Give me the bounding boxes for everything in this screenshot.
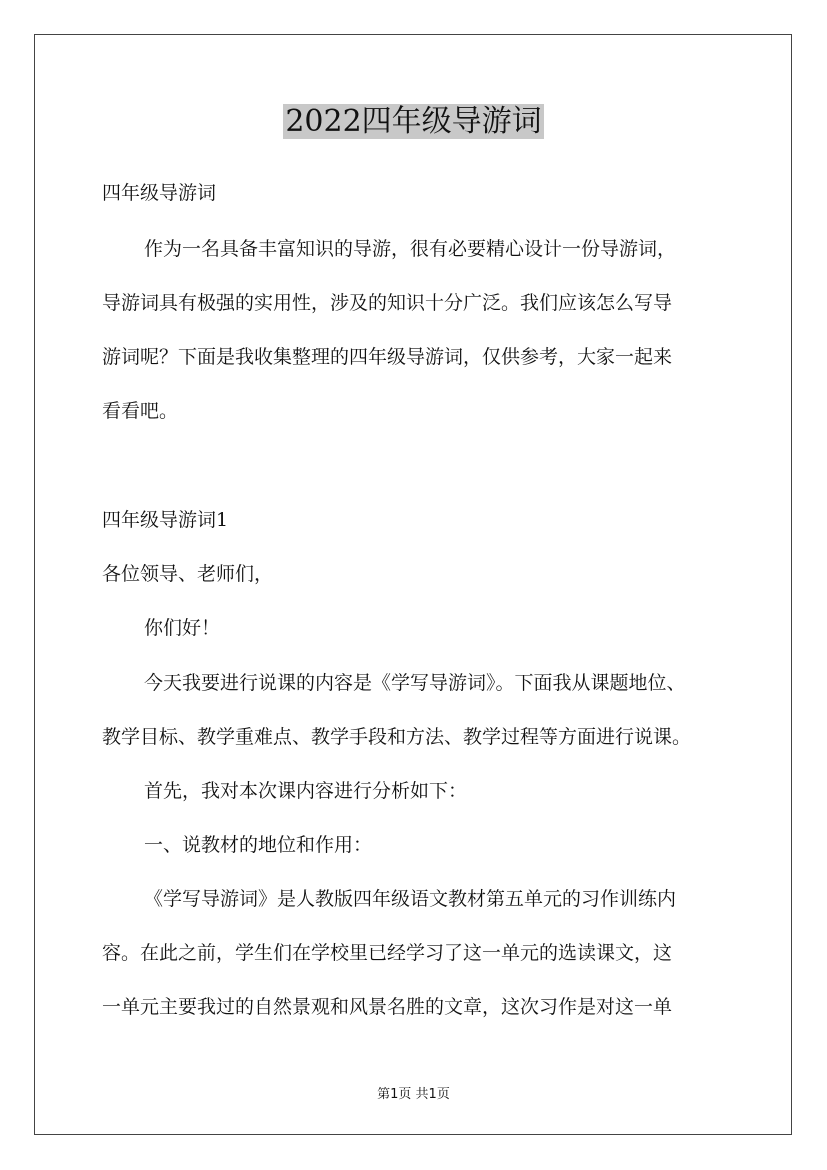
paragraph-line: 看看吧。 bbox=[102, 400, 179, 422]
paragraph-line: 一、说教材的地位和作用： bbox=[144, 834, 373, 856]
paragraph-line: 容。在此之前，学生们在学校里已经学习了这一单元的选读课文，这 bbox=[102, 942, 673, 964]
paragraph-line: 今天我要进行说课的内容是《学写导游词》。下面我从课题地位、 bbox=[144, 672, 686, 694]
paragraph-line: 一单元主要我过的自然景观和风景名胜的文章，这次习作是对这一单 bbox=[102, 996, 673, 1018]
section-heading: 四年级导游词 bbox=[102, 182, 217, 204]
paragraph-line: 作为一名具备丰富知识的导游，很有必要精心设计一份导游词， bbox=[144, 238, 677, 260]
paragraph-line: 游词呢？下面是我收集整理的四年级导游词，仅供参考，大家一起来 bbox=[102, 346, 673, 368]
section-heading: 四年级导游词1 bbox=[102, 509, 229, 531]
document-title bbox=[0, 100, 827, 144]
document-title-text: 2022四年级导游词 bbox=[285, 104, 542, 139]
paragraph-line: 导游词具有极强的实用性，涉及的知识十分广泛。我们应该怎么写导 bbox=[102, 292, 673, 314]
page-footer: 第1页 共1页 bbox=[377, 1087, 450, 1102]
paragraph-line: 各位领导、老师们， bbox=[102, 563, 274, 585]
paragraph-line: 首先，我对本次课内容进行分析如下： bbox=[144, 780, 468, 802]
paragraph-line: 教学目标、教学重难点、教学手段和方法、教学过程等方面进行说课。 bbox=[102, 726, 692, 748]
paragraph-line: 《学写导游词》是人教版四年级语文教材第五单元的习作训练内 bbox=[144, 888, 677, 910]
paragraph-line: 你们好！ bbox=[144, 617, 221, 639]
